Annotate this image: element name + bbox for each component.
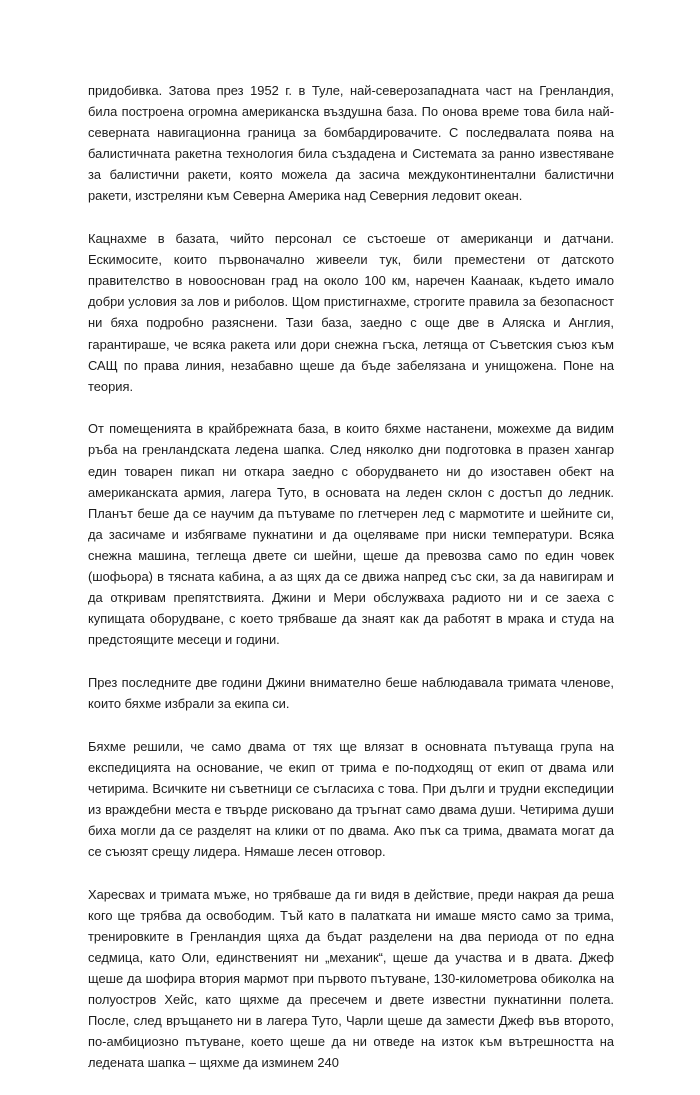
paragraph-4: През последните две години Джини внимателно беше наблюдавала тримата членове, които бяхме избрали за екипа си. [88,674,614,711]
page-body [88,80,614,1095]
paragraph-1: придобивка. Затова през 1952 г. в Туле, най-северозападната част на Гренландия, била построена огромна американска въздушна база. По онова време това била най-северната навигационна граница за бомбардировачите. С последвалата поява на балистичната ракетна технология била създадена и Системата за ранно известяване за балистични ракети, която можела да засича междуконтинентални балистични ракети, изстреляни към Северна Америка над Северния ледовит океан. [88,83,614,204]
paragraph-6: Харесвах и тримата мъже, но трябваше да ги видя в действие, преди накрая да реша кого ще трябва да освободим. Тъй като в палатката ни имаше място само за трима, тренировките в Гренландия щяха да бъдат разделени на два периода от по една седмица, като Оли, единственият ни „механик“, щеше да участва и в двата. Джеф щеше да шофира втория мармот при първото пътуване, 130-километрова обиколка на полуостров Хейс, като щяхме да пресечем и двете известни пукнатинни полета. После, след връщането ни в лагера Туто, Чарли щеше да замести Джеф във второто, по-амбициозно пътуване, което щеше да ни отведе на изток към вътрешността на ледената шапка – щяхме да изминем 240 [88,886,614,1071]
paragraph-5: Бяхме решили, че само двама от тях ще влязат в основната пътуваща група на експедицията на основание, че екип от трима е по-подходящ от екип от двама или четирима. Всичките ни съветници се съгласиха с това. При дълги и трудни експедиции из враждебни места е твърде рисковано да тръгнат само двама души. Четирима души биха могли да се разделят на клики от по двама. Ако пък са трима, двамата могат да се съюзят срещу лидера. Нямаше лесен отговор. [88,738,614,859]
paragraph-3: От помещенията в крайбрежната база, в които бяхме настанени, можехме да видим ръба на гренландската ледена шапка. След няколко дни подготовка в празен хангар един товарен пикап ни откара заедно с оборудването ни до изоставен обект на американската армия, лагера Туто, в основата на леден склон с достъп до ледник. Планът беше да се научим да пътуваме по глетчерен лед с мармотите и шейните си, да засичаме и избягваме пукнатини и да оцеляваме при ниски температури. Всяка снежна машина, теглеща двете си шейни, щеше да превозва само по един човек (шофьора) в тясната кабина, а аз щях да се движа напред със ски, за да навигирам и да откривам препятствията. Джини и Мери обслужваха радиото ни и се заеха с купищата оборудване, с което трябваше да знаят как да работят в мрака и студа на предстоящите месеци и години. [88,421,614,648]
paragraph-2: Кацнахме в базата, чийто персонал се състоеше от американци и датчани. Ескимосите, които първоначално живеели тук, били преместени от датското правителство в новооснован град на около 100 км, наречен Каанаак, където имало добри условия за лов и риболов. Щом пристигнахме, строгите правила за безопасност ни бяха подробно разяснени. Тази база, заедно с още две в Аляска и Англия, гарантираше, че всяка ракета или дори снежна гъска, летяща от Съветския съюз към САЩ по права линия, незабавно щеше да бъде забелязана и унищожена. Поне на теория. [88,231,614,394]
